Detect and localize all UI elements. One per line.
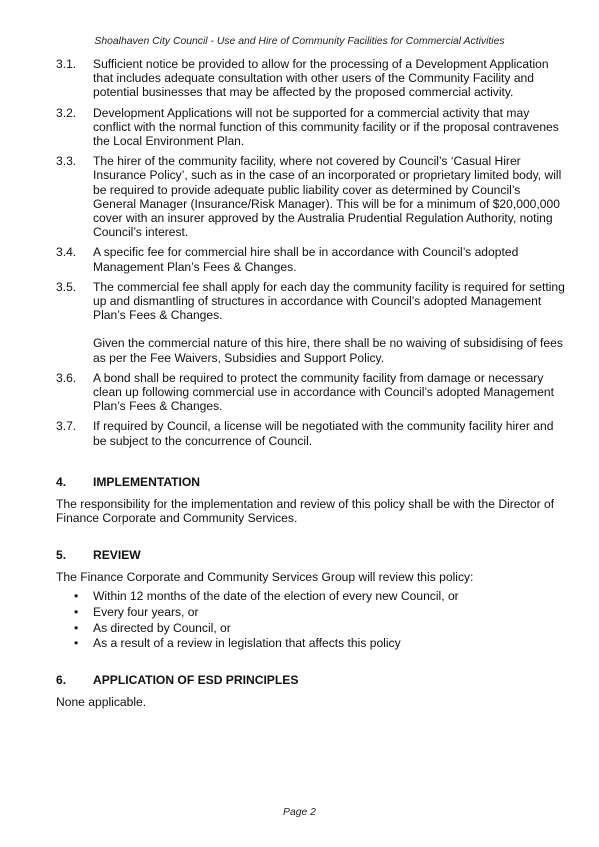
clause-3-2 <box>56 106 566 149</box>
clause-number: 3.7. <box>56 419 77 434</box>
section-number: 6. <box>56 673 67 687</box>
bullet-icon: • <box>74 636 79 651</box>
clause-3-7 <box>56 419 566 447</box>
clause-number: 3.1. <box>56 57 77 71</box>
clause-3-5 <box>56 280 566 365</box>
bullet-icon: • <box>74 605 79 619</box>
policy-clauses <box>56 57 566 454</box>
page-header: Shoalhaven City Council - Use and Hire of Community Facilities for Commercial Activities <box>94 36 505 47</box>
list-item: • Within 12 months of the date of the election of every new Council, or <box>56 589 566 605</box>
section-number: 5. <box>56 548 67 562</box>
section-heading <box>56 548 566 562</box>
section-title: REVIEW <box>93 548 141 562</box>
clause-3-4 <box>56 245 566 273</box>
section-heading <box>56 673 566 687</box>
list-item: • As directed by Council, or <box>56 621 566 637</box>
section-body: The responsibility for the implementation and review of this policy shall be with the Director of Finance Corporate and Community Services. <box>56 497 555 526</box>
clause-number: 3.6. <box>56 370 77 385</box>
clause-text: A bond shall be required to protect the community facility from damage or necessary clean up following commercial use in accordance with Council’s adopted Management Plan’s Fees & Changes. <box>93 370 554 414</box>
list-item: • As a result of a review in legislation that affects this policy <box>56 636 566 652</box>
section-body: None applicable. <box>56 695 147 710</box>
clause-number: 3.5. <box>56 279 77 294</box>
section-review <box>56 548 566 652</box>
clause-number: 3.4. <box>56 245 77 260</box>
clause-3-3 <box>56 154 566 239</box>
review-bullet-list <box>56 589 566 651</box>
clause-text: Sufficient notice be provided to allow for the processing of a Development Application that includes adequate consultation with other users of the Community Facility and potential businesses that may be affected by the proposed commercial activity. <box>93 57 549 100</box>
section-title: APPLICATION OF ESD PRINCIPLES <box>93 673 299 687</box>
page-number: Page 2 <box>283 807 316 818</box>
clause-text: Development Applications will not be supported for a commercial activity that may conflict with the normal function of this community facility or if the proposal contravenes the Local Environment Plan. <box>93 105 559 149</box>
clause-text: The commercial fee shall apply for each day the community facility is required for setting up and dismantling of structures in accordance with Council’s adopted Management Plan’s Fees & Changes. <box>93 279 565 323</box>
section-heading <box>56 475 566 489</box>
bullet-icon: • <box>74 589 79 604</box>
section-implementation <box>56 475 566 526</box>
clause-number: 3.2. <box>56 105 77 120</box>
clause-3-6 <box>56 371 566 414</box>
clause-text-continued: Given the commercial nature of this hire, there shall be no waiving of subsidising of fees as per the Fee Waivers, Subsidies and Support Policy. <box>93 336 563 365</box>
list-item: • Every four years, or <box>56 605 566 621</box>
section-esd-principles <box>56 673 566 709</box>
clause-text: If required by Council, a license will be negotiated with the community facility hirer and be subject to the concurrence of Council. <box>93 419 554 448</box>
bullet-icon: • <box>74 620 79 635</box>
section-title: IMPLEMENTATION <box>93 475 201 489</box>
clause-text: The hirer of the community facility, where not covered by Council’s ‘Casual Hirer Insurance Policy’, such as in the case of an incorporated or proprietary limited body, will be required to provide adequate public liability cover as determined by Council’s General Manager (Insurance/Risk Manager). This will be for a minimum of $20,000,000 cover with an insurer approved by the Australia Prudential Regulation Authority, noting Council’s interest. <box>93 154 562 240</box>
clause-number: 3.3. <box>56 154 77 169</box>
clause-3-1 <box>56 57 566 100</box>
section-number: 4. <box>56 475 67 489</box>
clause-text: A specific fee for commercial hire shall be in accordance with Council’s adopted Management Plan’s Fees & Changes. <box>93 245 519 274</box>
section-body: The Finance Corporate and Community Services Group will review this policy: <box>56 570 474 585</box>
